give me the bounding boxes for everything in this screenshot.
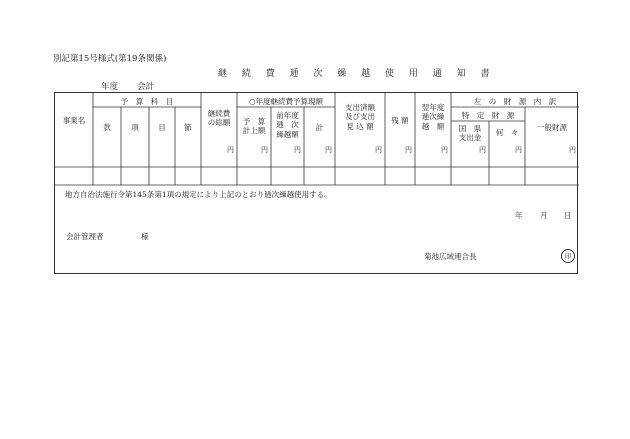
col-funding-breakdown: 左 の 財 源 内 訳 (473, 97, 557, 106)
col-other: 何 々 (495, 128, 519, 137)
form-frame (54, 92, 578, 274)
yen-unit: 円 (227, 146, 234, 154)
date-day: 日 (564, 211, 572, 220)
manager-label: 会計管理者 (66, 232, 104, 241)
year-label: 年度 (101, 82, 119, 92)
col-moku: 目 (158, 123, 166, 132)
legal-basis-note: 地方自治法施行令第145条第1項の規定により上記のとおり逓次繰越使用する。 (65, 190, 332, 199)
yen-unit: 円 (261, 146, 268, 154)
document-title: 継 続 費 逓 次 繰 越 使 用 通 知 書 (218, 69, 496, 79)
yen-unit: 円 (375, 146, 382, 154)
col-next-year-carryover: 翌年度 逓次繰 越 額 (421, 103, 445, 131)
col-project-name: 事業名 (62, 116, 86, 125)
yen-unit: 円 (441, 146, 448, 154)
col-national-subsidy: 国 県 支出金 (458, 124, 482, 143)
col-specific-funding: 特 定 財 源 (461, 111, 515, 120)
col-expenditure: 支出済額 及び支出 見 込 額 (345, 103, 375, 131)
col-kou: 項 (131, 123, 139, 132)
yen-unit: 円 (294, 146, 301, 154)
col-prev-year-carryover: 前年度 逓 次 繰越額 (276, 111, 299, 139)
yen-unit: 円 (569, 146, 576, 154)
yen-unit: 円 (515, 146, 522, 154)
col-budget-recorded: 予 算 計上額 (242, 117, 266, 136)
manager-suffix: 様 (141, 232, 149, 241)
date-year: 年 (515, 211, 523, 220)
form-code: 別記第15号様式(第19条関係) (53, 54, 167, 64)
col-balance: 残 額 (391, 116, 409, 125)
col-budget-items: 予 算 科 目 (120, 97, 174, 106)
account-label: 会計 (137, 82, 155, 92)
col-current-year-budget: ○年度継続費予算現額 (248, 97, 324, 106)
col-total-amount: 継続費 の総額 (207, 109, 231, 128)
seal-mark: 印 (561, 249, 575, 263)
col-kan: 款 (103, 123, 111, 132)
col-setsu: 節 (184, 123, 192, 132)
col-subtotal: 計 (315, 123, 324, 132)
yen-unit: 円 (405, 146, 412, 154)
yen-unit: 円 (479, 146, 486, 154)
yen-unit: 円 (325, 146, 332, 154)
col-general-funding: 一般財源 (537, 123, 567, 132)
date-month: 月 (540, 211, 548, 220)
issuer-name: 菊池広域連合長 (424, 252, 477, 261)
